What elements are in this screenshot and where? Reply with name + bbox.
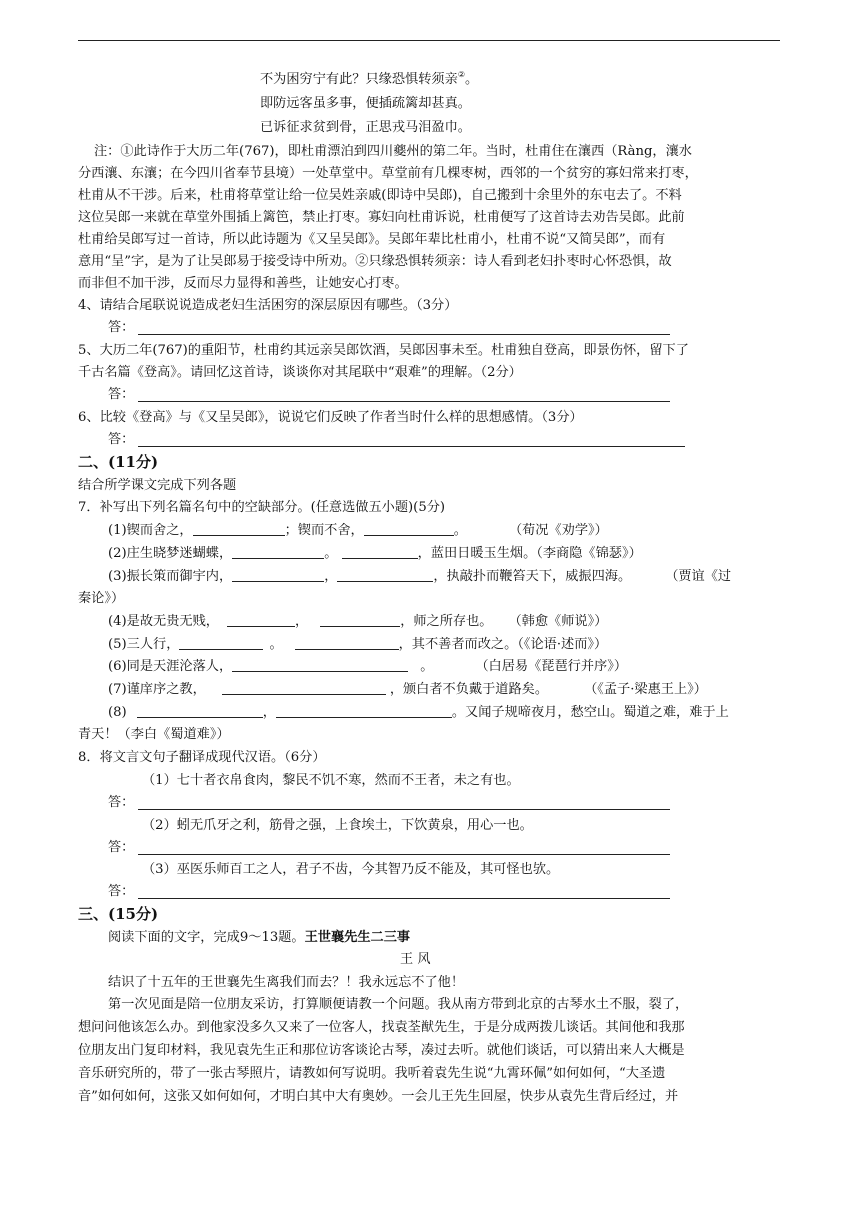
poem-line-1: 不为困穷宁有此？只缘恐惧转须亲②。	[260, 70, 479, 87]
answer-label: 答：	[108, 840, 135, 855]
note-line: 杜甫给吴郎写过一首诗，所以此诗题为《又呈吴郎》。吴郎年辈比杜甫小，杜甫不说“又简吴郎”，而有	[78, 232, 666, 247]
fill-item-7: (7)谨庠序之教， ，颁白者不负戴于道路矣。 （《孟子·梁惠王上》）	[108, 682, 707, 697]
blank[interactable]	[227, 614, 295, 627]
blank[interactable]	[232, 569, 324, 582]
blank[interactable]	[222, 682, 386, 695]
blank[interactable]	[337, 569, 433, 582]
answer-label: 答：	[108, 320, 135, 335]
note-line: 注：①此诗作于大历二年(767)，即杜甫漂泊到四川夔州的第二年。当时，杜甫住在瀼西（Ràng，瀼水	[94, 144, 692, 159]
blank[interactable]	[342, 546, 418, 559]
answer-label: 答：	[108, 387, 135, 402]
blank[interactable]	[320, 614, 400, 627]
article-title: 王世襄先生二三事	[304, 930, 411, 945]
fill-item-8: (8) ， 。又闻子规啼夜月，愁空山。蜀道之难，难于上	[108, 705, 729, 720]
blank[interactable]	[232, 546, 324, 559]
note-mark: ②	[457, 70, 465, 79]
blank[interactable]	[193, 523, 285, 536]
answer-line[interactable]	[138, 446, 685, 447]
fill-item-4: (4)是故无贵无贱， ， ，师之所存也。 （韩愈《师说》）	[108, 614, 608, 629]
article-author: 王 风	[400, 952, 431, 967]
answer-line[interactable]	[138, 401, 670, 402]
answer-label: 答：	[108, 432, 135, 447]
question-7: 7．补写出下列名篇名句中的空缺部分。(任意选做五小题)(5分)	[78, 500, 446, 515]
question-8: 8．将文言文句子翻译成现代汉语。（6分）	[78, 750, 326, 765]
blank[interactable]	[364, 523, 454, 536]
blank[interactable]	[276, 705, 452, 718]
fill-item-3-cont: 秦论》）	[78, 591, 125, 606]
note-line: 杜甫从不干涉。后来，杜甫将草堂让给一位吴姓亲戚(即诗中吴郎)，自己搬到十余里外的东屯去了。不料	[78, 188, 682, 203]
section-3-heading: 三、(15分)	[78, 905, 159, 923]
blank[interactable]	[295, 637, 399, 650]
answer-line[interactable]	[138, 809, 670, 810]
fill-item-2: (2)庄生晓梦迷蝴蝶， 。 ，蓝田日暖玉生烟。（李商隐《锦瑟》）	[108, 546, 642, 561]
translation-item-3: （3）巫医乐师百工之人，君子不齿，今其智乃反不能及，其可怪也欤。	[142, 862, 560, 877]
article-line: 音乐研究所的，带了一张古琴照片，请教如何写说明。我听着袁先生说“九霄环佩”如何如何，“大圣遗	[78, 1066, 666, 1081]
blank[interactable]	[137, 705, 263, 718]
question-4: 4、请结合尾联说说造成老妇生活困穷的深层原因有哪些。（3分）	[78, 298, 458, 313]
fill-item-3: (3)振长策而御宇内， ， ，执敲扑而鞭笞天下，威振四海。 （贾谊《过	[108, 569, 732, 584]
question-5-line-1: 5、大历二年(767)的重阳节，杜甫约其远亲吴郎饮酒，吴郎因事未至。杜甫独自登高，即景伤怀，留下了	[78, 343, 689, 358]
poem-line-3: 已诉征求贫到骨，正思戎马泪盈巾。	[260, 120, 471, 135]
article-line: 音”如何如何，这张又如何如何，才明白其中大有奥妙。一会儿王先生回屋，快步从袁先生背后经过，并	[78, 1089, 679, 1104]
answer-label: 答：	[108, 795, 135, 810]
header-rule	[78, 40, 780, 41]
poem-line-2: 即防远客虽多事，便插疏篱却甚真。	[260, 96, 471, 111]
answer-label: 答：	[108, 884, 135, 899]
note-line: 这位吴郎一来就在草堂外围插上篱笆，禁止打枣。寡妇向杜甫诉说，杜甫便写了这首诗去劝告吴郎。此前	[78, 210, 685, 225]
answer-line[interactable]	[138, 854, 670, 855]
fill-item-8-cont: 青天！（李白《蜀道难》）	[78, 727, 230, 742]
translation-item-1: （1）七十者衣帛食肉，黎民不饥不寒，然而不王者，未之有也。	[142, 773, 520, 788]
article-paragraph: 结识了十五年的王世襄先生离我们而去？！我永远忘不了他！	[108, 975, 465, 990]
article-line: 想问问他该怎么办。到他家没多久又来了一位客人，找袁荃猷先生，于是分成两拨儿谈话。其间他和我那	[78, 1020, 685, 1035]
section-2-heading: 二、(11分)	[78, 453, 159, 471]
article-paragraph: 第一次见面是陪一位朋友采访，打算顺便请教一个问题。我从南方带到北京的古琴水土不服，裂了，	[108, 997, 689, 1012]
note-line: 意用“呈”字，是为了让吴郎易于接受诗中所劝。②只缘恐惧转须亲：诗人看到老妇扑枣时心怀恐惧，故	[78, 254, 672, 269]
answer-line[interactable]	[138, 898, 670, 899]
blank[interactable]	[232, 659, 408, 672]
section-2-intro: 结合所学课文完成下列各题	[78, 478, 237, 493]
fill-item-6: (6)同是天涯沦落人， 。 （白居易《琵琶行并序》）	[108, 659, 628, 674]
fill-item-5: (5)三人行， 。 ，其不善者而改之。（《论语·述而》）	[108, 637, 608, 652]
note-line: 分西瀼、东瀼；在今四川省奉节县境）一处草堂中。草堂前有几棵枣树，西邻的一个贫穷的寡妇常来打枣，	[78, 166, 698, 181]
note-line: 而非但不加干涉，反而尽力显得和善些，让她安心打枣。	[78, 276, 408, 291]
translation-item-2: （2）蚓无爪牙之利，筋骨之强，上食埃土，下饮黄泉，用心一也。	[142, 818, 533, 833]
question-5-line-2: 千古名篇《登高》。请回忆这首诗，谈谈你对其尾联中“艰难”的理解。（2分）	[78, 365, 522, 380]
section-3-intro: 阅读下面的文字，完成9～13题。王世襄先生二三事	[108, 930, 411, 945]
article-line: 位朋友出门复印材料，我见袁先生正和那位访客谈论古琴，凑过去听。就他们谈话，可以猜出来人大概是	[78, 1043, 685, 1058]
blank[interactable]	[179, 637, 263, 650]
answer-line[interactable]	[138, 334, 670, 335]
question-6: 6、比较《登高》与《又呈吴郎》，说说它们反映了作者当时什么样的思想感情。（3分）	[78, 410, 583, 425]
fill-item-1: (1)锲而舍之， ；锲而不舍， 。 （荀况《劝学》）	[108, 523, 608, 538]
